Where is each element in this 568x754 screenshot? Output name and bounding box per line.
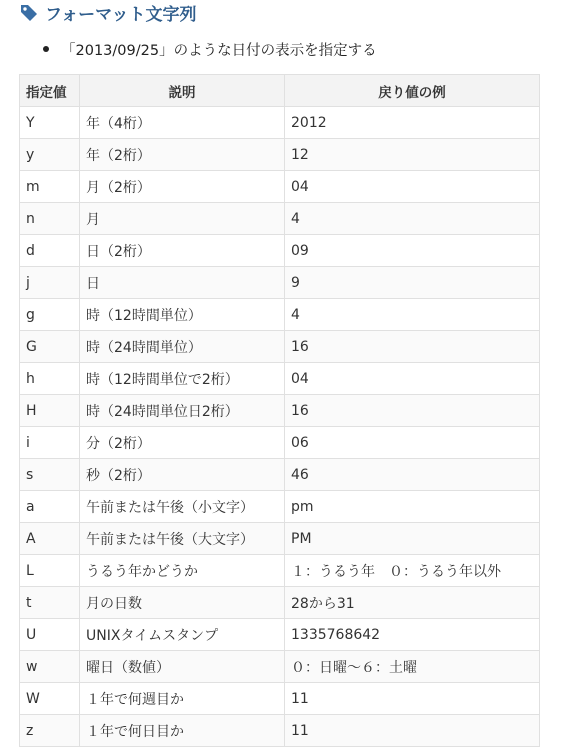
cell-specifier: t [20,587,80,619]
table-row [20,651,540,683]
header-example: 戻り値の例 [285,75,540,107]
cell-description: 月（2桁） [80,171,285,203]
cell-specifier: A [20,523,80,555]
cell-example: 11 [285,683,540,715]
cell-example: 09 [285,235,540,267]
cell-specifier: g [20,299,80,331]
table-row [20,555,540,587]
cell-specifier: W [20,683,80,715]
cell-description: 月 [80,203,285,235]
cell-description: 日 [80,267,285,299]
table-row [20,427,540,459]
table-row [20,107,540,139]
cell-example: 16 [285,395,540,427]
cell-specifier: w [20,651,80,683]
cell-specifier: j [20,267,80,299]
cell-specifier: H [20,395,80,427]
cell-description: 分（2桁） [80,427,285,459]
table-row [20,235,540,267]
format-table [19,74,540,747]
cell-description: 午前または午後（大文字） [80,523,285,555]
cell-example: 06 [285,427,540,459]
cell-description: １年で何日目か [80,715,285,747]
table-header-row [20,75,540,107]
cell-example: 1335768642 [285,619,540,651]
cell-description: 年（2桁） [80,139,285,171]
cell-specifier: h [20,363,80,395]
table-row [20,139,540,171]
cell-example: PM [285,523,540,555]
cell-description: UNIXタイムスタンプ [80,619,285,651]
cell-specifier: Y [20,107,80,139]
tag-icon [19,2,39,22]
cell-description: うるう年かどうか [80,555,285,587]
cell-specifier: n [20,203,80,235]
table-row [20,267,540,299]
cell-description: 時（12時間単位で2桁） [80,363,285,395]
cell-description: 時（12時間単位） [80,299,285,331]
cell-example: 2012 [285,107,540,139]
cell-example: 16 [285,331,540,363]
description-list-item [43,38,377,60]
bullet-dot [43,46,49,52]
cell-description: １年で何週目か [80,683,285,715]
cell-example: 46 [285,459,540,491]
cell-example: pm [285,491,540,523]
cell-specifier: d [20,235,80,267]
cell-description: 時（24時間単位） [80,331,285,363]
description-text: 「2013/09/25」のような日付の表示を指定する [61,42,377,59]
table-row [20,491,540,523]
cell-description: 日（2桁） [80,235,285,267]
cell-description: 秒（2桁） [80,459,285,491]
cell-specifier: G [20,331,80,363]
cell-description: 月の日数 [80,587,285,619]
table-row [20,715,540,747]
table-row [20,203,540,235]
table-row [20,299,540,331]
cell-example: 12 [285,139,540,171]
table-row [20,619,540,651]
section-heading [19,0,196,24]
table-row [20,171,540,203]
cell-specifier: y [20,139,80,171]
table-row [20,331,540,363]
cell-example: 04 [285,363,540,395]
cell-specifier: i [20,427,80,459]
table-row [20,523,540,555]
header-description: 説明 [80,75,285,107]
table-row [20,587,540,619]
cell-specifier: z [20,715,80,747]
cell-example: １：うるう年 ０：うるう年以外 [285,555,540,587]
cell-description: 曜日（数値） [80,651,285,683]
cell-example: 9 [285,267,540,299]
cell-example: ０：日曜〜６：土曜 [285,651,540,683]
cell-specifier: U [20,619,80,651]
cell-description: 時（24時間単位日2桁） [80,395,285,427]
cell-example: 4 [285,203,540,235]
cell-specifier: a [20,491,80,523]
table-row [20,683,540,715]
cell-description: 年（4桁） [80,107,285,139]
table-row [20,459,540,491]
cell-specifier: L [20,555,80,587]
cell-example: 04 [285,171,540,203]
section-title: フォーマット文字列 [45,4,197,25]
header-specifier: 指定値 [20,75,80,107]
cell-specifier: m [20,171,80,203]
cell-description: 午前または午後（小文字） [80,491,285,523]
table-row [20,363,540,395]
cell-specifier: s [20,459,80,491]
table-row [20,395,540,427]
cell-example: 11 [285,715,540,747]
cell-example: 28から31 [285,587,540,619]
cell-example: 4 [285,299,540,331]
